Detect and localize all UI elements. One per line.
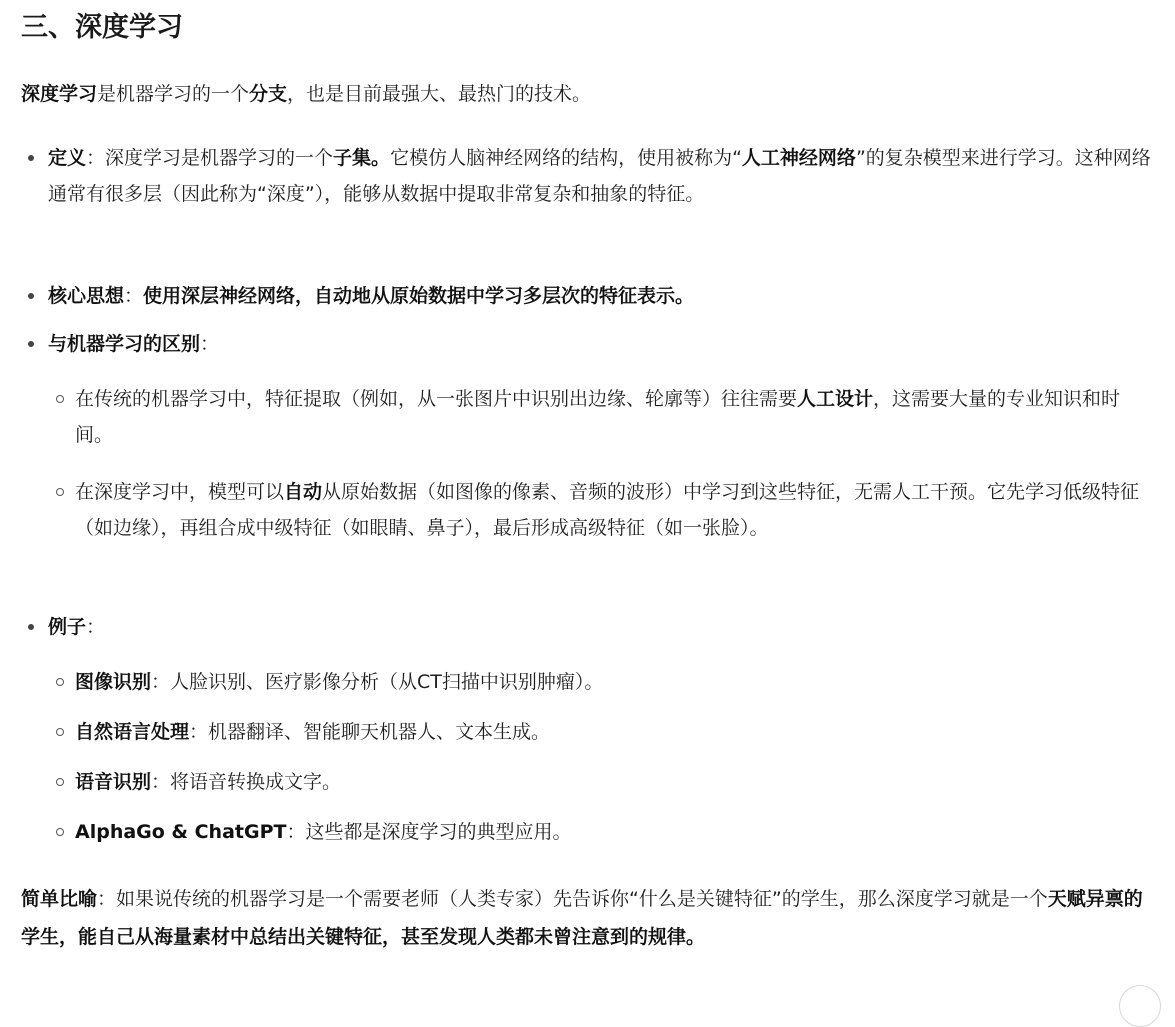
bullet-dot-icon bbox=[28, 341, 34, 347]
analogy-paragraph bbox=[21, 880, 1155, 956]
list-item-examples bbox=[48, 609, 1155, 645]
separator: ： bbox=[200, 333, 220, 355]
core-label: 核心思想 bbox=[48, 285, 125, 307]
bullet-circle-icon bbox=[56, 828, 64, 836]
difference-item1-text: 在传统的机器学习中，特征提取（例如，从一张图片中识别出边缘、轮廓等）往往需要 bbox=[75, 388, 798, 410]
bullet-circle-icon bbox=[56, 395, 64, 403]
example-text: 人脸识别、医疗影像分析（从CT扫描中识别肿瘤）。 bbox=[170, 671, 604, 693]
analogy-label: 简单比喻 bbox=[21, 888, 98, 910]
list-item-definition bbox=[48, 140, 1155, 212]
analogy-end: 。 bbox=[686, 926, 706, 948]
example-item bbox=[75, 664, 1155, 700]
separator: ： bbox=[97, 888, 117, 910]
intro-paragraph bbox=[21, 76, 1155, 112]
section-heading: 三、深度学习 bbox=[21, 12, 183, 43]
bullet-circle-icon bbox=[56, 678, 64, 686]
difference-label: 与机器学习的区别 bbox=[48, 333, 201, 355]
definition-label: 定义 bbox=[48, 147, 87, 169]
definition-bold-ann: 人工神经网络 bbox=[741, 147, 856, 169]
intro-text-end: ，也是目前最强大、最热门的技术。 bbox=[287, 83, 592, 105]
scroll-to-bottom-button[interactable] bbox=[1119, 985, 1161, 1027]
example-label: 语音识别 bbox=[75, 771, 152, 793]
analogy-text: 如果说传统的机器学习是一个需要老师（人类专家）先告诉你“什么是关键特征”的学生，那么深度学习就是一个 bbox=[116, 888, 1048, 910]
separator: ： bbox=[86, 616, 106, 638]
example-item bbox=[75, 764, 1155, 800]
bullet-dot-icon bbox=[28, 624, 34, 630]
bullet-circle-icon bbox=[56, 778, 64, 786]
list-item-core-idea bbox=[48, 278, 1155, 314]
separator: ： bbox=[124, 285, 144, 307]
example-text: 这些都是深度学习的典型应用。 bbox=[305, 821, 572, 843]
definition-text-2: 它模仿人脑神经网络的结构，使用被称为“ bbox=[390, 147, 742, 169]
bullet-dot-icon bbox=[28, 293, 34, 299]
separator: ： bbox=[286, 821, 306, 843]
definition-text-3: ”的复杂模型来进行学习。这种网络通常有很多层（因此称为“深度”），能够从数据中提取非常复杂和抽象的特征。 bbox=[48, 147, 1151, 205]
core-text: 使用深层神经网络，自动地从原始数据中学习多层次的特征表示。 bbox=[143, 285, 695, 307]
bullet-dot-icon bbox=[28, 155, 34, 161]
separator: ： bbox=[151, 771, 171, 793]
intro-text: 是机器学习的一个 bbox=[97, 83, 250, 105]
difference-item2-text: 在深度学习中，模型可以 bbox=[75, 481, 285, 503]
examples-label: 例子 bbox=[48, 616, 87, 638]
intro-bold-branch: 分支 bbox=[249, 83, 288, 105]
difference-item2-bold: 自动 bbox=[284, 481, 323, 503]
example-text: 将语音转换成文字。 bbox=[170, 771, 342, 793]
bullet-circle-icon bbox=[56, 728, 64, 736]
analogy-bold: 天赋异禀的学生，能自己从海量素材中总结出关键特征，甚至发现人类都未曾注意到的规律 bbox=[21, 888, 1143, 948]
example-label: AlphaGo & ChatGPT bbox=[75, 821, 287, 843]
separator: ： bbox=[151, 671, 171, 693]
example-text: 机器翻译、智能聊天机器人、文本生成。 bbox=[208, 721, 551, 743]
intro-bold-term: 深度学习 bbox=[21, 83, 98, 105]
example-label: 图像识别 bbox=[75, 671, 152, 693]
definition-bold-subset: 子集。 bbox=[333, 147, 391, 169]
definition-text: 深度学习是机器学习的一个 bbox=[105, 147, 334, 169]
separator: ： bbox=[189, 721, 209, 743]
sub-item-deep-learning bbox=[75, 474, 1155, 546]
example-item bbox=[75, 814, 1155, 850]
list-item-difference bbox=[48, 326, 1155, 362]
bullet-circle-icon bbox=[56, 488, 64, 496]
difference-item1-bold: 人工设计 bbox=[797, 388, 874, 410]
sub-item-traditional-ml bbox=[75, 381, 1155, 453]
separator: ： bbox=[86, 147, 106, 169]
example-item bbox=[75, 714, 1155, 750]
difference-item1-text-end: ，这需要大量的专业知识和时间。 bbox=[75, 388, 1121, 446]
difference-item2-text-end: 从原始数据（如图像的像素、音频的波形）中学习到这些特征，无需人工干预。它先学习低级特征（如边缘），再组合成中级特征（如眼睛、鼻子），最后形成高级特征（如一张脸）。 bbox=[75, 481, 1140, 539]
example-label: 自然语言处理 bbox=[75, 721, 190, 743]
